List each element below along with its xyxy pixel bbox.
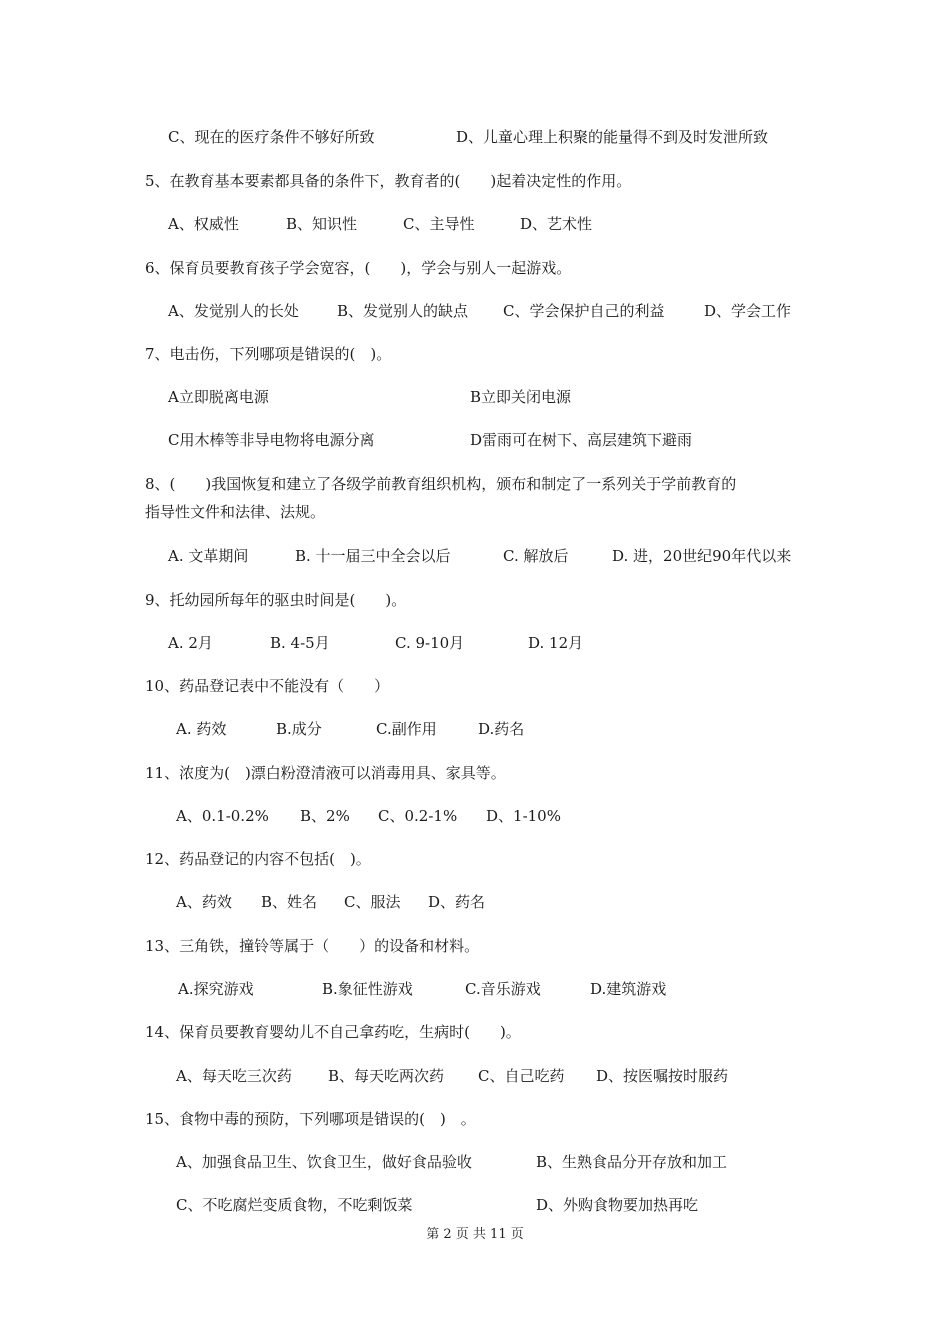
option-c: C、主导性	[403, 215, 475, 233]
option-b: B、发觉别人的缺点	[337, 302, 469, 320]
option-d: D、儿童心理上积聚的能量得不到及时发泄所致	[456, 128, 769, 146]
option-d: D、1-10%	[486, 807, 561, 825]
option-b: B、生熟食品分开存放和加工	[536, 1153, 728, 1171]
option-c: C、不吃腐烂变质食物，不吃剩饭菜	[176, 1196, 413, 1214]
question-8-text: 8、( )我国恢复和建立了各级学前教育组织机构，颁布和制定了一系列关于学前教育的	[145, 475, 737, 493]
option-b: B立即关闭电源	[470, 388, 572, 406]
question-12-text: 12、药品登记的内容不包括( )。	[145, 850, 371, 868]
option-d: D、外购食物要加热再吃	[536, 1196, 699, 1214]
question-6-text: 6、保育员要教育孩子学会宽容，( )，学会与别人一起游戏。	[145, 259, 572, 277]
option-b: B、知识性	[286, 215, 358, 233]
option-a: A. 2月	[168, 634, 213, 652]
option-c: C、学会保护自己的利益	[503, 302, 665, 320]
question-15-text: 15、食物中毒的预防，下列哪项是错误的( ) 。	[145, 1110, 476, 1128]
question-5-text: 5、在教育基本要素都具备的条件下，教育者的( )起着决定性的作用。	[145, 172, 632, 190]
option-d: D雷雨可在树下、高层建筑下避雨	[470, 431, 693, 449]
question-7-text: 7、电击伤，下列哪项是错误的( )。	[145, 345, 392, 363]
option-a: A、每天吃三次药	[176, 1067, 292, 1085]
question-11-text: 11、浓度为( )漂白粉澄清液可以消毒用具、家具等。	[145, 764, 506, 782]
option-c: C、现在的医疗条件不够好所致	[168, 128, 375, 146]
option-a: A、权威性	[168, 215, 239, 233]
option-a: A、发觉别人的长处	[168, 302, 299, 320]
option-d: D. 进，20世纪90年代以来	[612, 547, 792, 565]
option-d: D、按医嘱按时服药	[596, 1067, 729, 1085]
option-d: D.药名	[478, 720, 525, 738]
option-c: C.音乐游戏	[465, 980, 541, 998]
option-b: B. 4-5月	[270, 634, 330, 652]
option-c: C用木棒等非导电物将电源分离	[168, 431, 375, 449]
option-d: D. 12月	[528, 634, 584, 652]
option-a: A、加强食品卫生、饮食卫生，做好食品验收	[176, 1153, 472, 1171]
option-c: C、服法	[344, 893, 401, 911]
page-number-footer: 第 2 页 共 11 页	[426, 1227, 524, 1242]
question-9-text: 9、托幼园所每年的驱虫时间是( )。	[145, 591, 407, 609]
option-a: A. 文革期间	[168, 547, 249, 565]
question-10-text: 10、药品登记表中不能没有（ ）	[145, 677, 390, 695]
option-c: C.副作用	[376, 720, 437, 738]
option-b: B、姓名	[261, 893, 318, 911]
option-d: D、药名	[428, 893, 486, 911]
option-a: A. 药效	[176, 720, 227, 738]
question-8-text-continued: 指导性文件和法律、法规。	[145, 503, 326, 521]
option-c: C、0.2-1%	[378, 807, 458, 825]
option-d: D、学会工作	[704, 302, 792, 320]
option-b: B.象征性游戏	[322, 980, 413, 998]
question-14-text: 14、保育员要教育婴幼儿不自己拿药吃，生病时( )。	[145, 1023, 521, 1041]
option-b: B、每天吃两次药	[328, 1067, 445, 1085]
option-a: A.探究游戏	[178, 980, 254, 998]
option-d: D、艺术性	[520, 215, 593, 233]
option-c: C、自己吃药	[478, 1067, 565, 1085]
option-b: B. 十一届三中全会以后	[295, 547, 451, 565]
question-13-text: 13、三角铁，撞铃等属于（ ）的设备和材料。	[145, 937, 480, 955]
option-a: A立即脱离电源	[168, 388, 269, 406]
option-c: C. 9-10月	[395, 634, 465, 652]
option-b: B.成分	[276, 720, 322, 738]
option-c: C. 解放后	[503, 547, 569, 565]
option-a: A、0.1-0.2%	[176, 807, 269, 825]
option-a: A、药效	[176, 893, 232, 911]
option-d: D.建筑游戏	[590, 980, 667, 998]
option-b: B、2%	[300, 807, 350, 825]
